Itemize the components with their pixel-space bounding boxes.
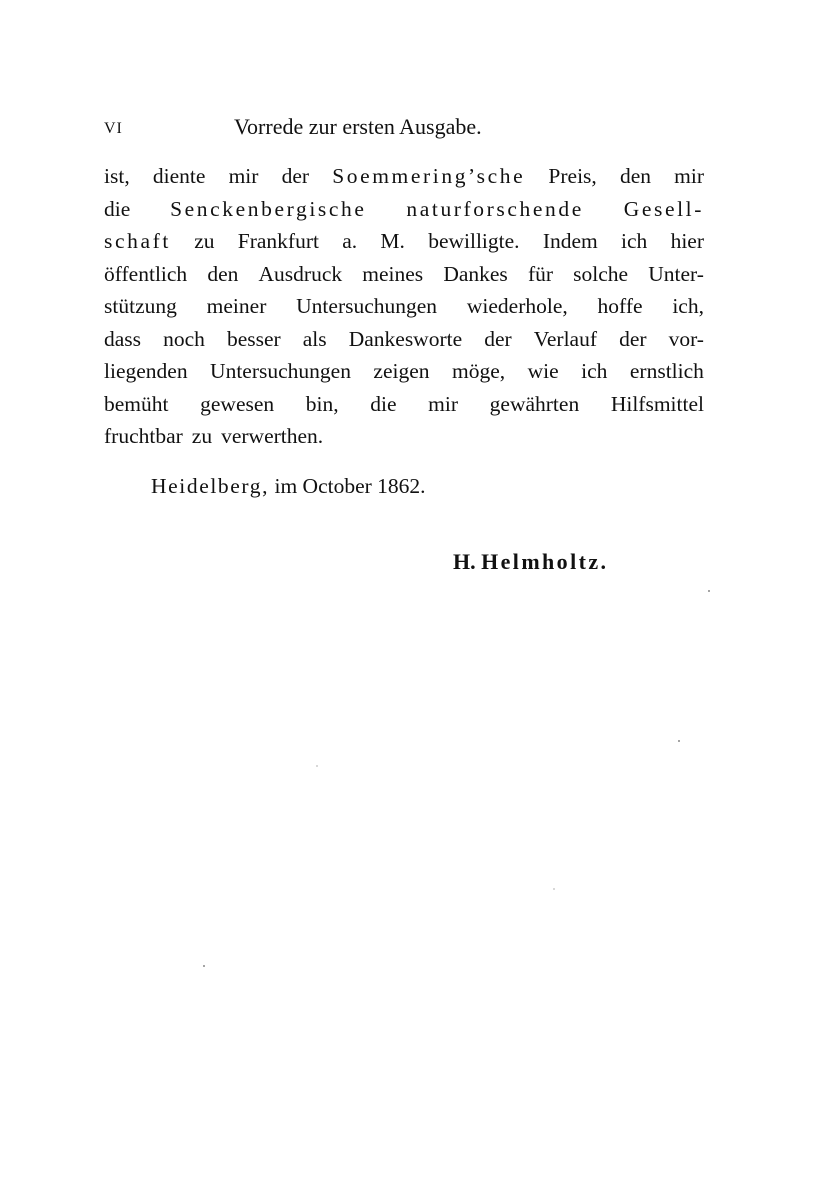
text-line [104, 388, 704, 421]
text-line [104, 323, 704, 356]
word: meiner [206, 294, 267, 318]
print-speck [678, 740, 680, 742]
word: gewährten [489, 391, 580, 416]
word: bemüht [104, 391, 169, 416]
word: die [370, 391, 397, 416]
word: öffentlich [104, 261, 188, 286]
word: solche [573, 261, 629, 286]
word: hier [670, 229, 704, 253]
word: vor- [668, 326, 704, 351]
word: meines [362, 261, 424, 286]
word: Indem [542, 229, 598, 253]
word: der [281, 164, 310, 188]
word: Ausdruck [258, 261, 343, 286]
word: diente [152, 164, 206, 188]
running-head [104, 114, 704, 146]
text-line [104, 160, 704, 193]
word: Verlauf [533, 326, 597, 351]
signature-initial: H. [453, 549, 476, 574]
word: gewesen [200, 391, 275, 416]
word: Hilfsmittel [610, 391, 704, 416]
print-speck [553, 888, 555, 890]
word: zu [191, 424, 213, 448]
word: liegenden [104, 359, 188, 383]
word: ist, [104, 164, 130, 188]
preface-paragraph [104, 160, 704, 453]
word: ich [621, 229, 648, 253]
text-line [104, 420, 704, 453]
spaced-word: schaft [104, 229, 171, 253]
word: bewilligte. [428, 229, 520, 253]
word: besser [226, 326, 281, 351]
word: möge, [452, 359, 506, 383]
print-speck [316, 765, 318, 767]
word: verwerthen. [221, 424, 324, 448]
word: die [104, 196, 131, 221]
word: M. [380, 229, 405, 253]
word: dass [104, 326, 142, 351]
word: wie [527, 359, 559, 383]
spaced-word: Senckenbergische [170, 196, 367, 221]
word: bin, [305, 391, 339, 416]
word: den [619, 164, 651, 188]
word: hoffe [597, 294, 643, 318]
print-speck [203, 965, 205, 967]
word: Dankesworte [348, 326, 463, 351]
word: der [484, 326, 512, 351]
text-line [104, 258, 704, 291]
word: Unter- [648, 261, 704, 286]
word: stützung [104, 294, 177, 318]
word: zeigen [373, 359, 430, 383]
word: als [302, 326, 327, 351]
text-line [104, 355, 704, 388]
spaced-word: Soemmering’sche [332, 164, 526, 188]
word: Preis, [548, 164, 597, 188]
word: mir [228, 164, 259, 188]
text-line [104, 290, 704, 323]
word: ernstlich [629, 359, 704, 383]
word: Dankes [443, 261, 508, 286]
dateline [151, 470, 426, 502]
word: ich [581, 359, 608, 383]
running-title: Vorrede zur ersten Ausgabe. [234, 114, 482, 139]
word: mir [674, 164, 704, 188]
word: fruchtbar [104, 424, 183, 448]
page-number: VI [104, 120, 123, 137]
word: mir [428, 391, 459, 416]
word: ich, [672, 294, 704, 318]
spaced-word: Gesell- [623, 196, 704, 221]
dateline-city: Heidelberg, [151, 474, 270, 498]
text-line [104, 193, 704, 226]
signature-surname: Helmholtz. [481, 549, 609, 574]
word: Untersuchungen [210, 359, 351, 383]
text-line [104, 225, 704, 258]
word: noch [163, 326, 205, 351]
spaced-word: naturforschende [406, 196, 584, 221]
word: für [527, 261, 554, 286]
word: den [207, 261, 239, 286]
word: Untersuchungen [296, 294, 438, 318]
dateline-date: im October 1862. [274, 474, 426, 498]
word: der [619, 326, 647, 351]
signature [453, 546, 608, 578]
word: a. [342, 229, 358, 253]
word: wiederhole, [466, 294, 568, 318]
word: Frankfurt [237, 229, 319, 253]
word: zu [194, 229, 215, 253]
print-speck [708, 590, 710, 592]
